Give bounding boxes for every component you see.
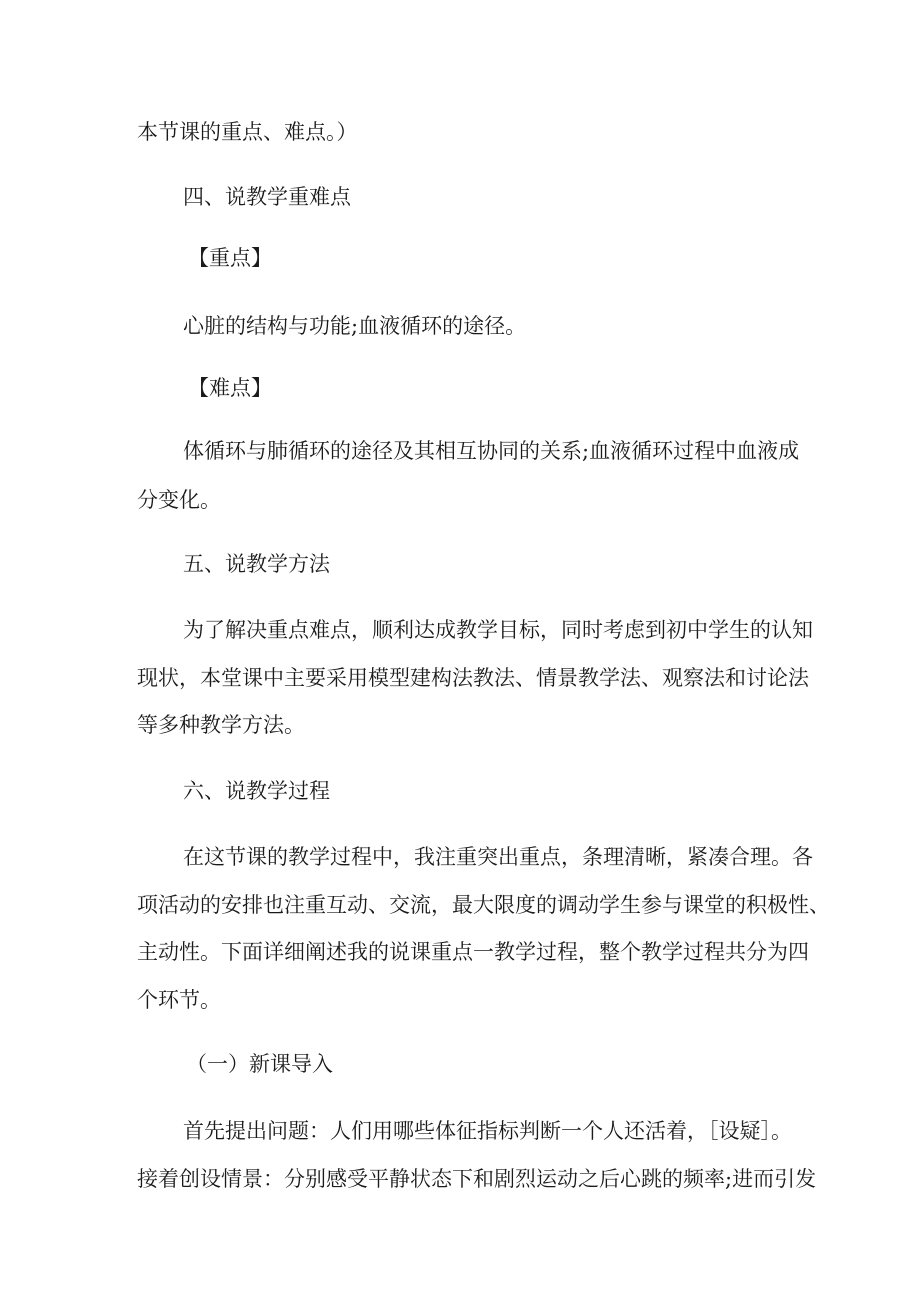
text-line: 主动性。下面详细阐述我的说课重点一教学过程，整个教学过程共分为四 [137, 940, 809, 964]
text-line: 个环节。 [137, 988, 221, 1012]
text-line: 心脏的结构与功能;血液循环的途径。 [183, 314, 527, 338]
text-line: 分变化。 [137, 488, 221, 512]
text-line: 首先提出问题：人们用哪些体征指标判断一个人还活着，［设疑］。 [183, 1119, 792, 1143]
text-line: 现状，本堂课中主要采用模型建构法教法、情景教学法、观察法和讨论法 [137, 666, 809, 690]
text-line: 本节课的重点、难点。） [137, 120, 358, 144]
section-heading: 五、说教学方法 [183, 552, 330, 576]
text-line: 体循环与肺循环的途径及其相互协同的关系;血液循环过程中血液成 [183, 439, 800, 463]
text-line: 为了解决重点难点，顺利达成教学目标，同时考虑到初中学生的认知 [183, 618, 813, 642]
text-line: 项活动的安排也注重互动、交流，最大限度的调动学生参与课堂的积极性、 [137, 893, 830, 917]
section-heading: 四、说教学重难点 [183, 185, 351, 209]
subheading-key-points: 【重点】 [188, 246, 272, 270]
text-line: 在这节课的教学过程中，我注重突出重点，条理清晰，紧凑合理。各 [183, 845, 813, 869]
text-line: 接着创设情景：分别感受平静状态下和剧烈运动之后心跳的频率;进而引发 [137, 1167, 817, 1191]
section-heading: 六、说教学过程 [183, 779, 330, 803]
subheading-difficulties: 【难点】 [188, 376, 272, 400]
text-line: 等多种教学方法。 [137, 713, 305, 737]
subsection-heading: （一）新课导入 [186, 1052, 333, 1076]
